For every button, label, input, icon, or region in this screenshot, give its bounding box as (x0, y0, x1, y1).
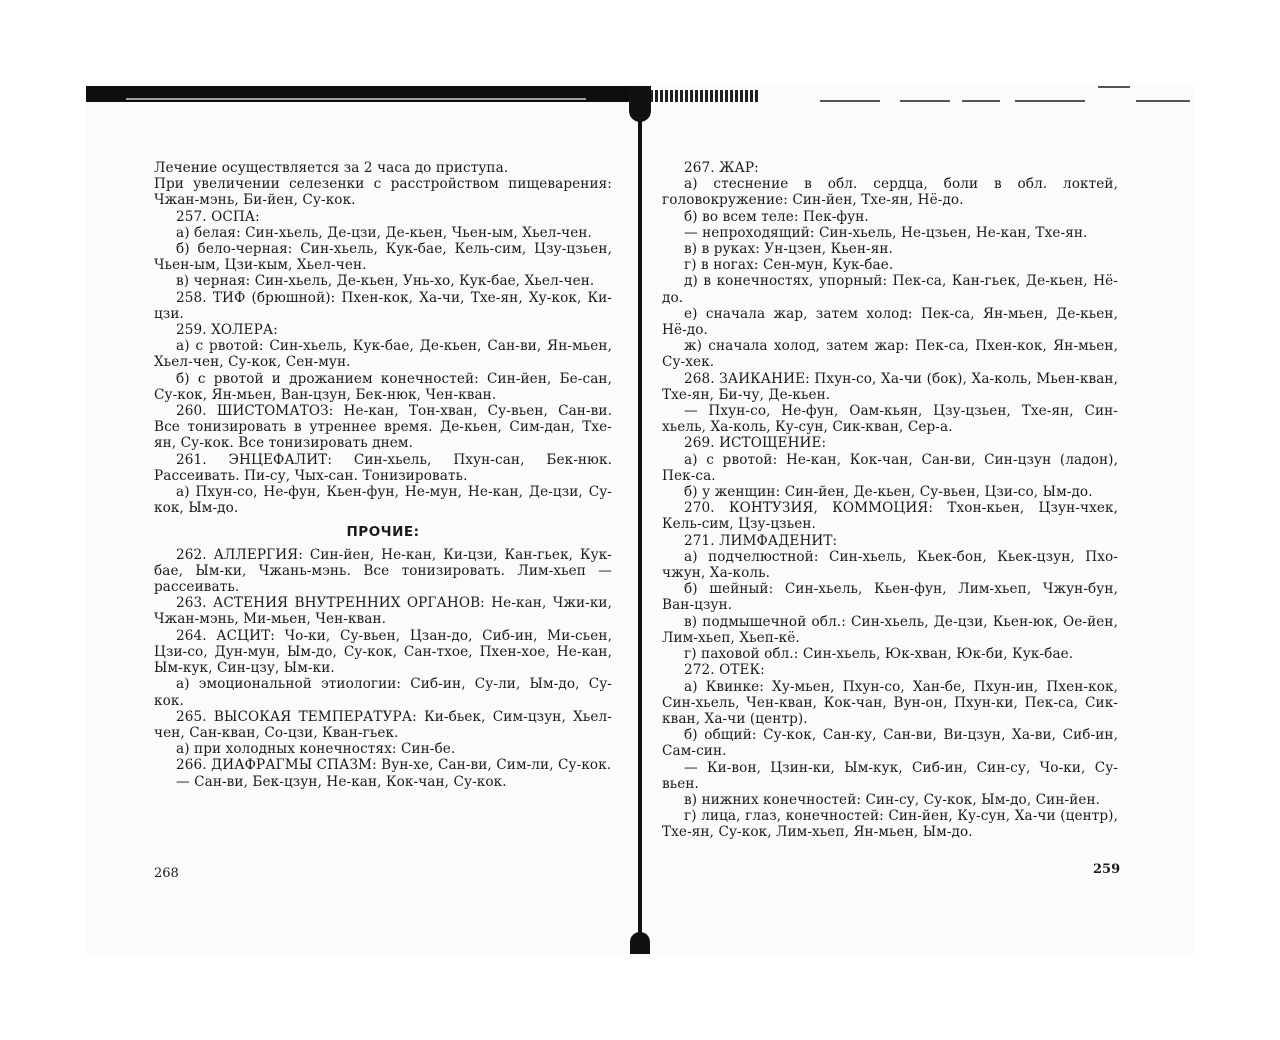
paragraph: — непроходящий: Син-хьель, Не-цзьен, Не-кан, Тхе-ян. (684, 224, 1088, 241)
paragraph: в) нижних конечностей: Син-су, Су-кок, Ым-до, Син-йен. (684, 791, 1101, 808)
paragraph: 257. ОСПА: (176, 208, 260, 225)
paragraph: 259. ХОЛЕРА: (176, 322, 278, 339)
paragraph: 268. ЗАИКАНИЕ: Пхун-со, Ха-чи (бок), Ха-коль, Мьен-кван, Тхе-ян, Би-чу, Де-кьен. (662, 370, 1118, 403)
paragraph: — Пхун-со, Не-фун, Оам-кьян, Цзу-цзьен, Тхе-ян, Син-хьель, Ха-коль, Ку-сун, Сик-кван, Сер-а. (662, 403, 1118, 436)
scan-artifact (900, 100, 950, 102)
paragraph: б) общий: Су-кок, Сан-ку, Сан-ви, Ви-цзун, Ха-ви, Сиб-ин, Сам-син. (662, 727, 1118, 760)
paragraph: д) в конечностях, упорный: Пек-са, Кан-гьек, Де-кьен, Нё-до. (662, 273, 1118, 306)
page-number-right: 259 (1093, 862, 1121, 877)
paragraph: 267. ЖАР: (684, 160, 759, 176)
scan-artifact (1136, 100, 1190, 102)
paragraph: б) у женщин: Син-йен, Де-кьен, Су-вьен, Цзи-со, Ым-до. (684, 484, 1093, 501)
paragraph: б) во всем теле: Пек-фун. (684, 208, 869, 225)
scan-artifact (820, 100, 880, 102)
paragraph: 272. ОТЕК: (684, 662, 765, 679)
paragraph: б) с рвотой и дрожанием конечностей: Син-йен, Бе-сан, Су-кок, Ян-мьен, Ван-цзун, Бек-нюк, Чен-кван. (154, 370, 612, 403)
right-page (662, 160, 1118, 841)
paragraph: г) в ногах: Сен-мун, Кук-бае. (684, 257, 894, 274)
left-page (154, 160, 612, 790)
right-page-text (662, 160, 1118, 841)
paragraph: ж) сначала холод, затем жар: Пек-са, Пхен-кок, Ян-мьен, Су-хек. (662, 338, 1118, 371)
spine-shadow-top (629, 86, 651, 122)
paragraph: — Сан-ви, Бек-цзун, Не-кан, Кок-чан, Су-кок. (176, 773, 507, 790)
book-spine (629, 86, 653, 954)
paragraph: е) сначала жар, затем холод: Пек-са, Ян-мьен, Де-кьен, Нё-до. (662, 305, 1118, 339)
paragraph: а) с рвотой: Не-кан, Кок-чан, Сан-ви, Син-цзун (ладон), Пек-са. (662, 451, 1118, 484)
paragraph: в) черная: Син-хьель, Де-кьен, Унь-хо, Кук-бае, Хьел-чен. (176, 273, 595, 290)
top-edge-shadow-left (86, 86, 630, 102)
paragraph: 258. ТИФ (брюшной): Пхен-кок, Ха-чи, Тхе-ян, Ху-кок, Ки-цзи. (154, 289, 612, 322)
paragraph: а) с рвотой: Син-хьель, Кук-бае, Де-кьен, Сан-ви, Ян-мьен, Хьел-чен, Су-кок, Сен-мун. (154, 338, 612, 371)
paragraph: в) в руках: Ун-цзен, Кьен-ян. (684, 241, 893, 258)
paragraph: б) бело-черная: Син-хьель, Кук-бае, Кель-сим, Цзу-цзьен, Чьен-ым, Цзи-кым, Хьел-чен. (154, 241, 612, 274)
section-heading: ПРОЧИЕ: (346, 524, 420, 541)
paragraph: 260. ШИСТОМАТОЗ: Не-кан, Тон-хван, Су-вьен, Сан-ви. Все тонизировать в утреннее время. Де-кьен, Сим-дан, Тхе-ян, Су-кок. Все тонизировать днем. (154, 403, 612, 452)
page-number-left: 268 (154, 866, 179, 881)
top-edge-shadow-right (650, 90, 760, 102)
paragraph: При увеличении селезенки с расстройством пищеварения: Чжан-мэнь, Би-йен, Су-кок. (154, 176, 612, 209)
paragraph: 264. АСЦИТ: Чо-ки, Су-вьен, Цзан-до, Сиб-ин, Ми-сьен, Цзи-со, Дун-мун, Ым-до, Су-кок, Сан-тхое, Пхен-хое, Не-кан, Ым-кук, Син-цзу, Ым-ки. (154, 627, 612, 677)
paragraph: г) лица, глаз, конечностей: Син-йен, Ку-сун, Ха-чи (центр), Тхе-ян, Су-кок, Лим-хьеп, Ян-мьен, Ым-до. (662, 808, 1118, 841)
paragraph: 263. АСТЕНИЯ ВНУТРЕННИХ ОРГАНОВ: Не-кан, Чжи-ки, Чжан-мэнь, Ми-мьен, Чен-кван. (154, 595, 612, 628)
scan-artifact (1098, 86, 1130, 88)
paragraph: в) подмышечной обл.: Син-хьель, Де-цзи, Кьен-юк, Ое-йен, Лим-хьеп, Хьеп-кё. (662, 613, 1118, 646)
paragraph: 269. ИСТОЩЕНИЕ: (684, 435, 827, 452)
paragraph: 265. ВЫСОКАЯ ТЕМПЕРАТУРА: Ки-бьек, Сим-цзун, Хьел-чен, Сан-кван, Со-цзи, Кван-гьек. (154, 708, 612, 741)
paragraph: б) шейный: Син-хьель, Кьен-фун, Лим-хьеп, Чжун-бун, Ван-цзун. (662, 581, 1118, 614)
paragraph: Лечение осуществляется за 2 часа до приступа. (154, 160, 509, 176)
spine-shadow-bottom (630, 932, 650, 954)
paragraph: а) Пхун-со, Не-фун, Кьен-фун, Не-мун, Не-кан, Де-цзи, Су-кок, Ым-до. (154, 484, 612, 517)
paragraph: г) паховой обл.: Син-хьель, Юк-хван, Юк-би, Кук-бае. (684, 646, 1074, 663)
paragraph: а) при холодных конечностях: Син-бе. (176, 741, 456, 758)
paragraph: а) белая: Син-хьель, Де-цзи, Де-кьен, Чьен-ым, Хьел-чен. (176, 224, 592, 241)
left-page-text-after-heading (154, 547, 612, 790)
paragraph: а) подчелюстной: Син-хьель, Кьек-бон, Кьек-цзун, Пхо-чжун, Ха-коль. (662, 548, 1118, 582)
paragraph: а) Квинке: Ху-мьен, Пхун-со, Хан-бе, Пхун-ин, Пхен-кок, Син-хьель, Чен-кван, Кок-чан, Вун-он, Пхун-ки, Пек-са, Сик-кван, Ха-чи (центр). (662, 678, 1118, 727)
paragraph: 270. КОНТУЗИЯ, КОММОЦИЯ: Тхон-кьен, Цзун-чхек, Кель-сим, Цзу-цзьен. (662, 500, 1118, 533)
scan-artifact (962, 100, 1000, 102)
paragraph: а) стеснение в обл. сердца, боли в обл. локтей, головокружение: Син-йен, Тхе-ян, Нё-до. (662, 176, 1118, 209)
scan-artifact (1015, 100, 1085, 102)
paragraph: 266. ДИАФРАГМЫ СПАЗМ: Вун-хе, Сан-ви, Сим-ли, Су-кок. (176, 757, 612, 774)
paragraph: — Ки-вон, Цзин-ки, Ым-кук, Сиб-ин, Син-су, Чо-ки, Су-вьен. (662, 759, 1118, 792)
paragraph: 262. АЛЛЕРГИЯ: Син-йен, Не-кан, Ки-цзи, Кан-гьек, Кук-бае, Ым-ки, Чжань-мэнь. Все тонизировать. Лим-хьеп — рассеивать. (154, 546, 612, 596)
paragraph: 271. ЛИМФАДЕНИТ: (684, 532, 838, 549)
paragraph: а) эмоциональной этиологии: Сиб-ин, Су-ли, Ым-до, Су-кок. (154, 676, 612, 709)
left-page-text (154, 160, 612, 516)
paragraph: 261. ЭНЦЕФАЛИТ: Син-хьель, Пхун-сан, Бек-нюк. Рассеивать. Пи-су, Чых-сан. Тонизировать. (154, 451, 612, 484)
